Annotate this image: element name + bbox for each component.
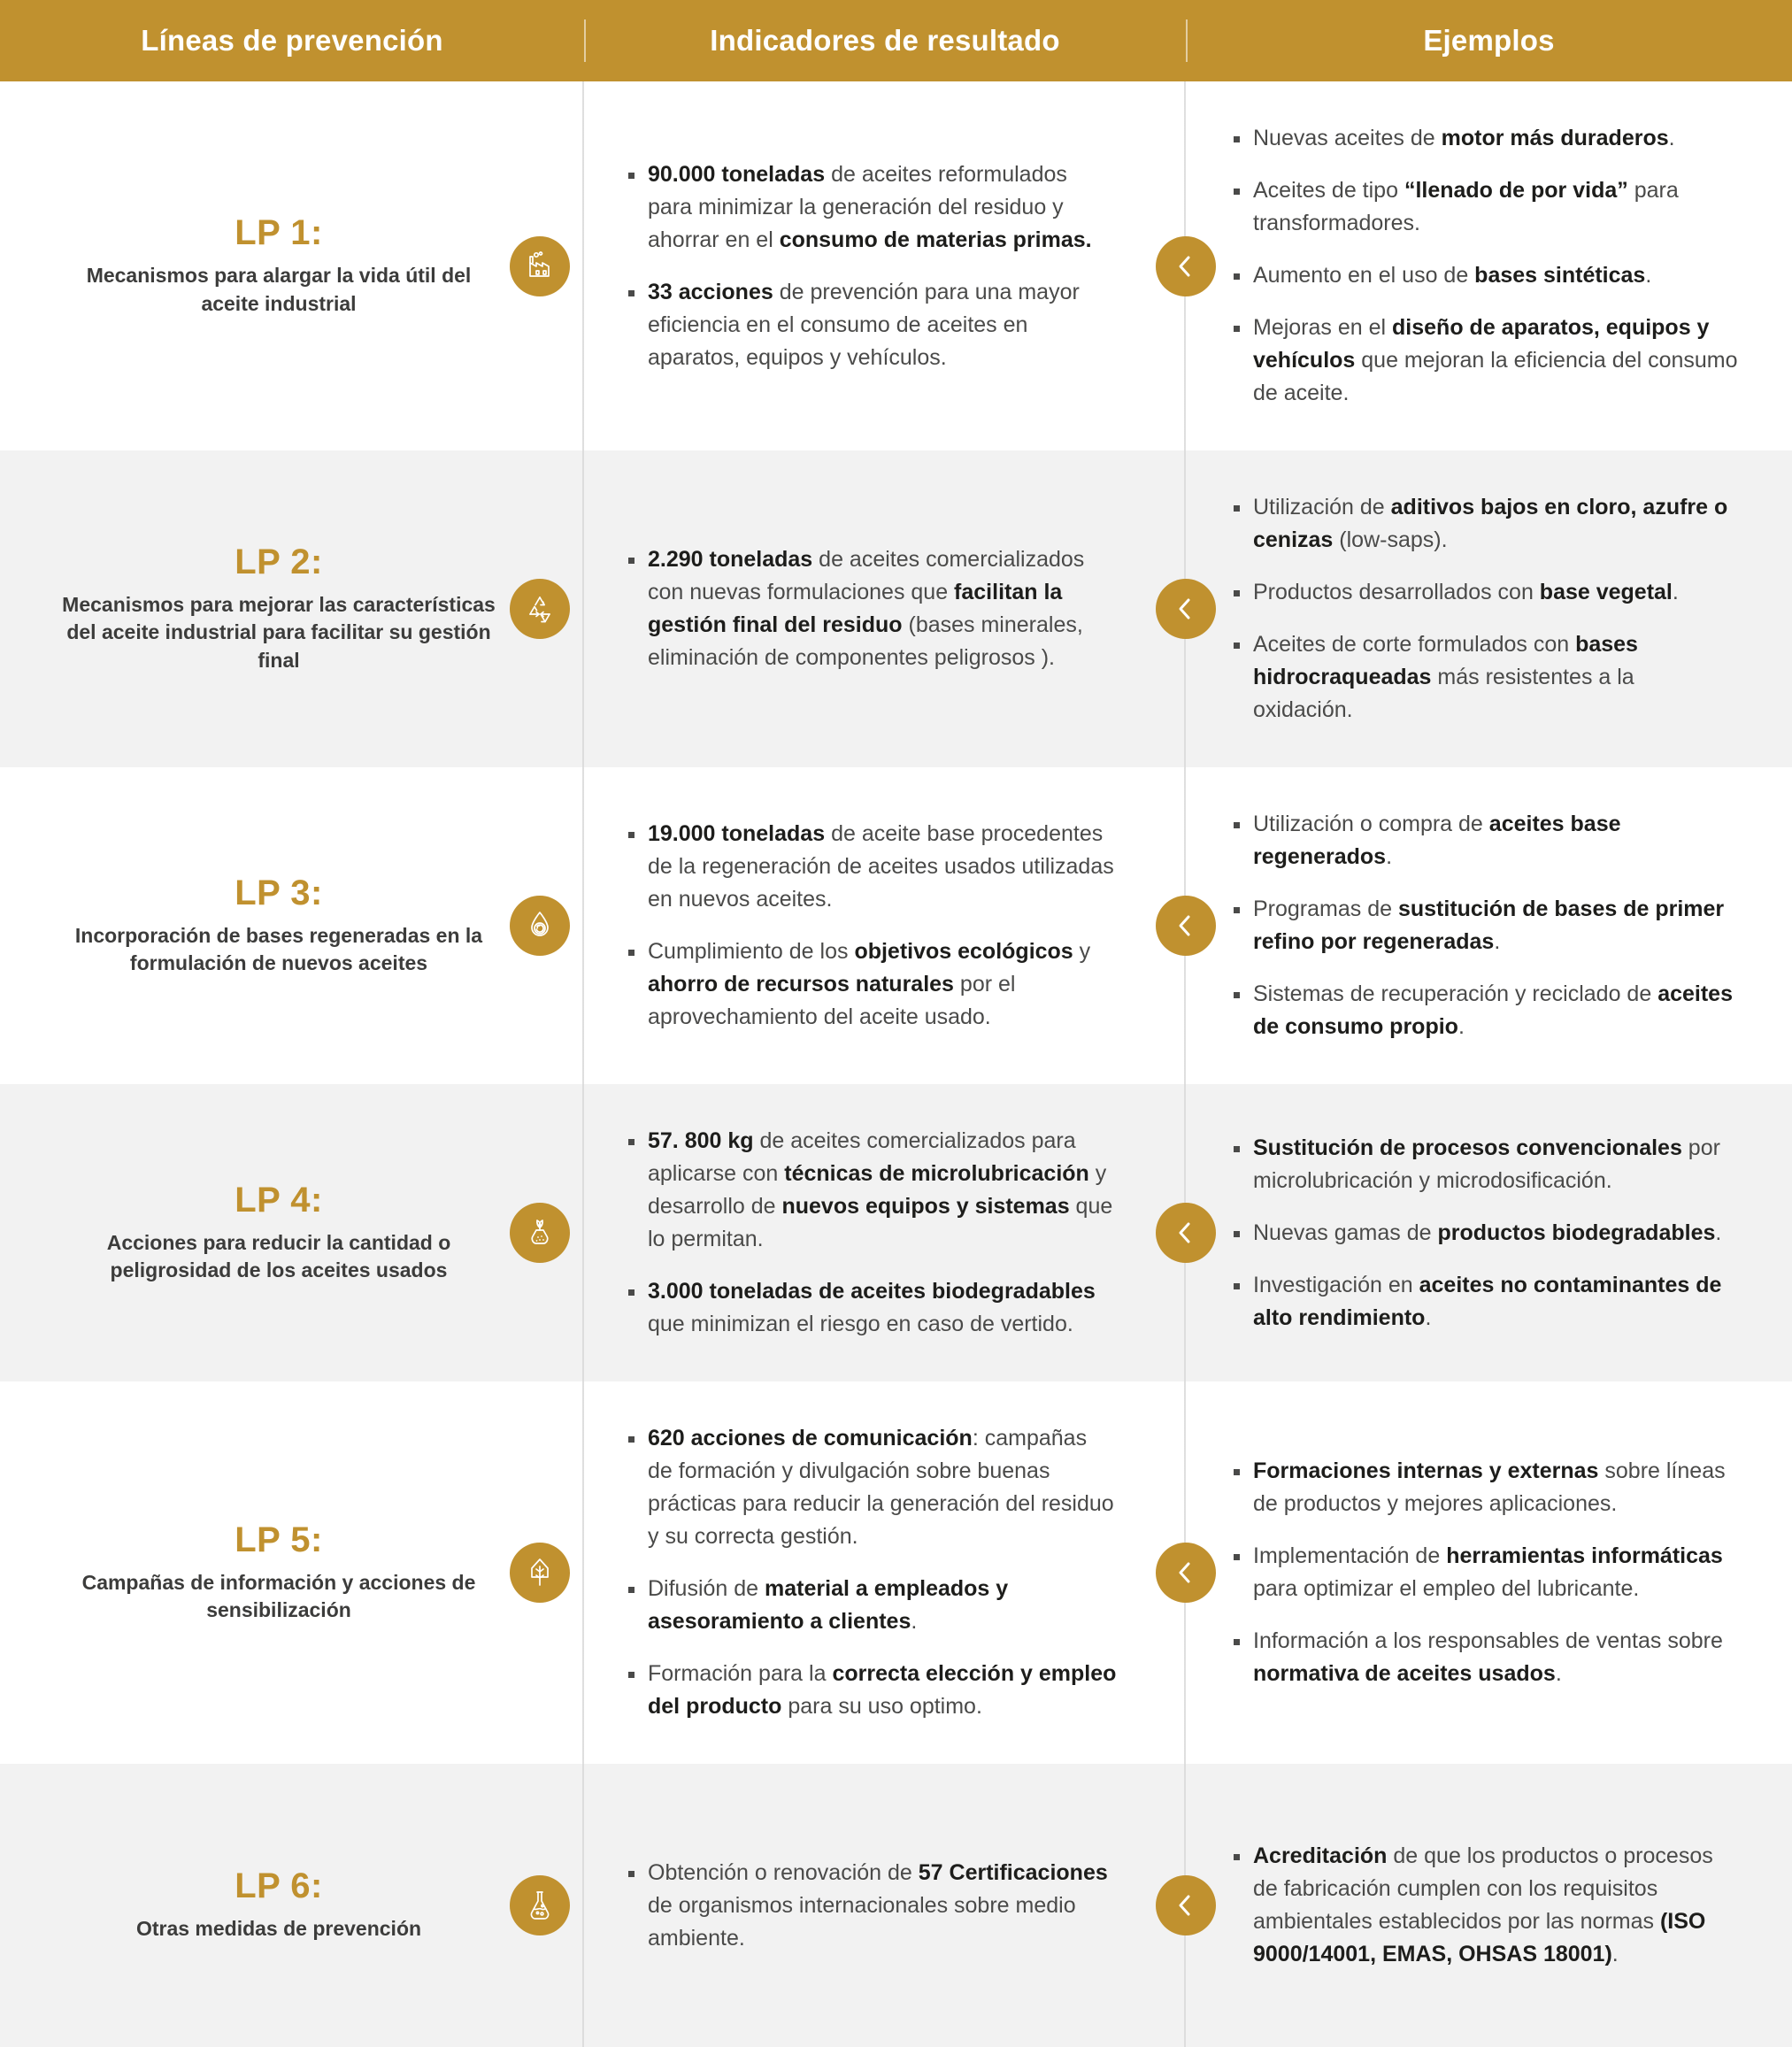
lp-subtitle: Otras medidas de prevención [135,1917,422,1941]
cell-indicadores [584,1084,1186,1381]
lp-title: LP 6: [235,1866,323,1906]
bullet-item: 33 acciones de prevención para una mayor eficiencia en el consumo de aceites en aparatos, equipos y vehículos. [627,276,1117,374]
bullet-item: Aceites de tipo “llenado de por vida” para transformadores. [1232,174,1739,240]
ejemplos-list [1232,1455,1739,1690]
bullet-item: Aumento en el uso de bases sintéticas. [1232,259,1739,292]
bullet-item: Investigación en aceites no contaminantes de alto rendimiento. [1232,1269,1739,1335]
cell-linea-prevencion [0,81,584,450]
lp-title: LP 2: [235,543,323,582]
lp-title: LP 4: [235,1180,323,1220]
bullet-item: Sustitución de procesos convencionales por microlubricación y microdosificación. [1232,1132,1739,1197]
cell-ejemplos [1186,1084,1792,1381]
lp-text [0,874,584,977]
bullet-item: 620 acciones de comunicación: campañas de formación y divulgación sobre buenas prácticas para reducir la generación del residuo y su correcta gestión. [627,1422,1117,1553]
lp-text [0,1521,584,1624]
cell-linea-prevencion [0,1381,584,1764]
bullet-item: Cumplimiento de los objetivos ecológicos y ahorro de recursos naturales por el aprovechamiento del aceite usado. [627,935,1117,1034]
lp-subtitle: Acciones para reducir la cantidad o peligrosidad de los aceites usados [106,1230,451,1281]
table-header [0,0,1792,81]
ejemplos-list [1232,491,1739,727]
flask-icon [510,1875,570,1935]
bullet-item: Productos desarrollados con base vegetal. [1232,576,1739,609]
chevron-left-icon[interactable] [1156,1543,1216,1603]
column-divider [582,1381,584,1764]
chevron-left-icon[interactable] [1156,1203,1216,1263]
lp-text [0,543,584,673]
column-header-indicadores: Indicadores de resultado [584,0,1186,81]
column-divider [582,450,584,767]
bullet-item: Nuevas aceites de motor más duraderos. [1232,122,1739,155]
table-row [0,767,1792,1084]
bullet-item: 57. 800 kg de aceites comercializados para aplicarse con técnicas de microlubricación y desarrollo de nuevos equipos y sistemas que lo permitan. [627,1125,1117,1256]
factory-icon [510,236,570,296]
column-header-lineas: Líneas de prevención [141,24,443,57]
bullet-item: Información a los responsables de ventas sobre normativa de aceites usados. [1232,1625,1739,1690]
lp-text [0,214,584,317]
cell-indicadores [584,450,1186,767]
column-divider [582,1764,584,2047]
bullet-item: Programas de sustitución de bases de primer refino por regeneradas. [1232,893,1739,958]
table-row [0,1764,1792,2047]
table-row [0,1381,1792,1764]
ejemplos-list [1232,808,1739,1043]
column-divider [582,1084,584,1381]
cell-linea-prevencion [0,1764,584,2047]
column-divider [582,767,584,1084]
cell-ejemplos [1186,1764,1792,2047]
cell-ejemplos [1186,1381,1792,1764]
lp-title: LP 3: [235,873,323,912]
chevron-left-icon[interactable] [1156,1875,1216,1935]
lp-subtitle: Mecanismos para alargar la vida útil del aceite industrial [86,264,472,315]
bullet-item: Implementación de herramientas informáticas para optimizar el empleo del lubricante. [1232,1540,1739,1605]
bullet-item: Utilización o compra de aceites base regenerados. [1232,808,1739,873]
lp-text [0,1181,584,1284]
bullet-item: 19.000 toneladas de aceite base procedentes de la regeneración de aceites usados utilizadas en nuevos aceites. [627,818,1117,916]
cell-indicadores [584,1764,1186,2047]
seed-bag-icon [510,1203,570,1263]
cell-linea-prevencion [0,1084,584,1381]
indicadores-list [627,1857,1117,1955]
recycle-icon [510,579,570,639]
rows-container [0,81,1792,2047]
chevron-left-icon[interactable] [1156,896,1216,956]
bullet-item: Formaciones internas y externas sobre líneas de productos y mejores aplicaciones. [1232,1455,1739,1520]
cell-linea-prevencion [0,450,584,767]
indicadores-list [627,1125,1117,1341]
cell-indicadores [584,81,1186,450]
bullet-item: Aceites de corte formulados con bases hidrocraqueadas más resistentes a la oxidación. [1232,628,1739,727]
lp-title: LP 1: [235,213,323,253]
column-divider [582,81,584,450]
bullet-item: Utilización de aditivos bajos en cloro, azufre o cenizas (low-saps). [1232,491,1739,557]
table-row [0,81,1792,450]
ejemplos-list [1232,1840,1739,1971]
cell-ejemplos [1186,450,1792,767]
chevron-left-icon[interactable] [1156,579,1216,639]
bullet-item: Formación para la correcta elección y empleo del producto para su uso optimo. [627,1658,1117,1723]
lp-subtitle: Campañas de información y acciones de sensibilización [81,1570,476,1621]
cell-indicadores [584,1381,1186,1764]
table-row [0,1084,1792,1381]
bullet-item: 90.000 toneladas de aceites reformulados para minimizar la generación del residuo y ahorrar en el consumo de materias primas. [627,158,1117,257]
lp-text [0,1867,584,1943]
indicadores-list [627,543,1117,674]
lp-subtitle: Mecanismos para mejorar las características del aceite industrial para facilitar su gestión final [62,593,496,672]
lp-title: LP 5: [235,1520,323,1559]
cell-ejemplos [1186,81,1792,450]
bullet-item: Acreditación de que los productos o procesos de fabricación cumplen con los requisitos ambientales establecidos por las normas (ISO 9000/14001, EMAS, OHSAS 18001). [1232,1840,1739,1971]
cell-indicadores [584,767,1186,1084]
bullet-item: Difusión de material a empleados y asesoramiento a clientes. [627,1573,1117,1638]
bullet-item: Obtención o renovación de 57 Certificaciones de organismos internacionales sobre medio ambiente. [627,1857,1117,1955]
bullet-item: Sistemas de recuperación y reciclado de aceites de consumo propio. [1232,978,1739,1043]
bullet-item: Nuevas gamas de productos biodegradables. [1232,1217,1739,1250]
column-header-ejemplos: Ejemplos [1186,0,1792,81]
bullet-item: 3.000 toneladas de aceites biodegradables que minimizan el riesgo en caso de vertido. [627,1275,1117,1341]
cell-linea-prevencion [0,767,584,1084]
ejemplos-list [1232,1132,1739,1335]
cell-ejemplos [1186,767,1792,1084]
bullet-item: Mejoras en el diseño de aparatos, equipos y vehículos que mejoran la eficiencia del consumo de aceite. [1232,312,1739,410]
indicadores-list [627,1422,1117,1723]
indicadores-list [627,158,1117,374]
indicadores-list [627,818,1117,1034]
table-row [0,450,1792,767]
lp-subtitle: Incorporación de bases regeneradas en la formulación de nuevos aceites [74,923,483,974]
tree-icon [510,1543,570,1603]
bullet-item: 2.290 toneladas de aceites comercializados con nuevas formulaciones que facilitan la gestión final del residuo (bases minerales, eliminación de componentes peligrosos ). [627,543,1117,674]
ejemplos-list [1232,122,1739,410]
oil-drop-recycle-icon [510,896,570,956]
chevron-left-icon[interactable] [1156,236,1216,296]
